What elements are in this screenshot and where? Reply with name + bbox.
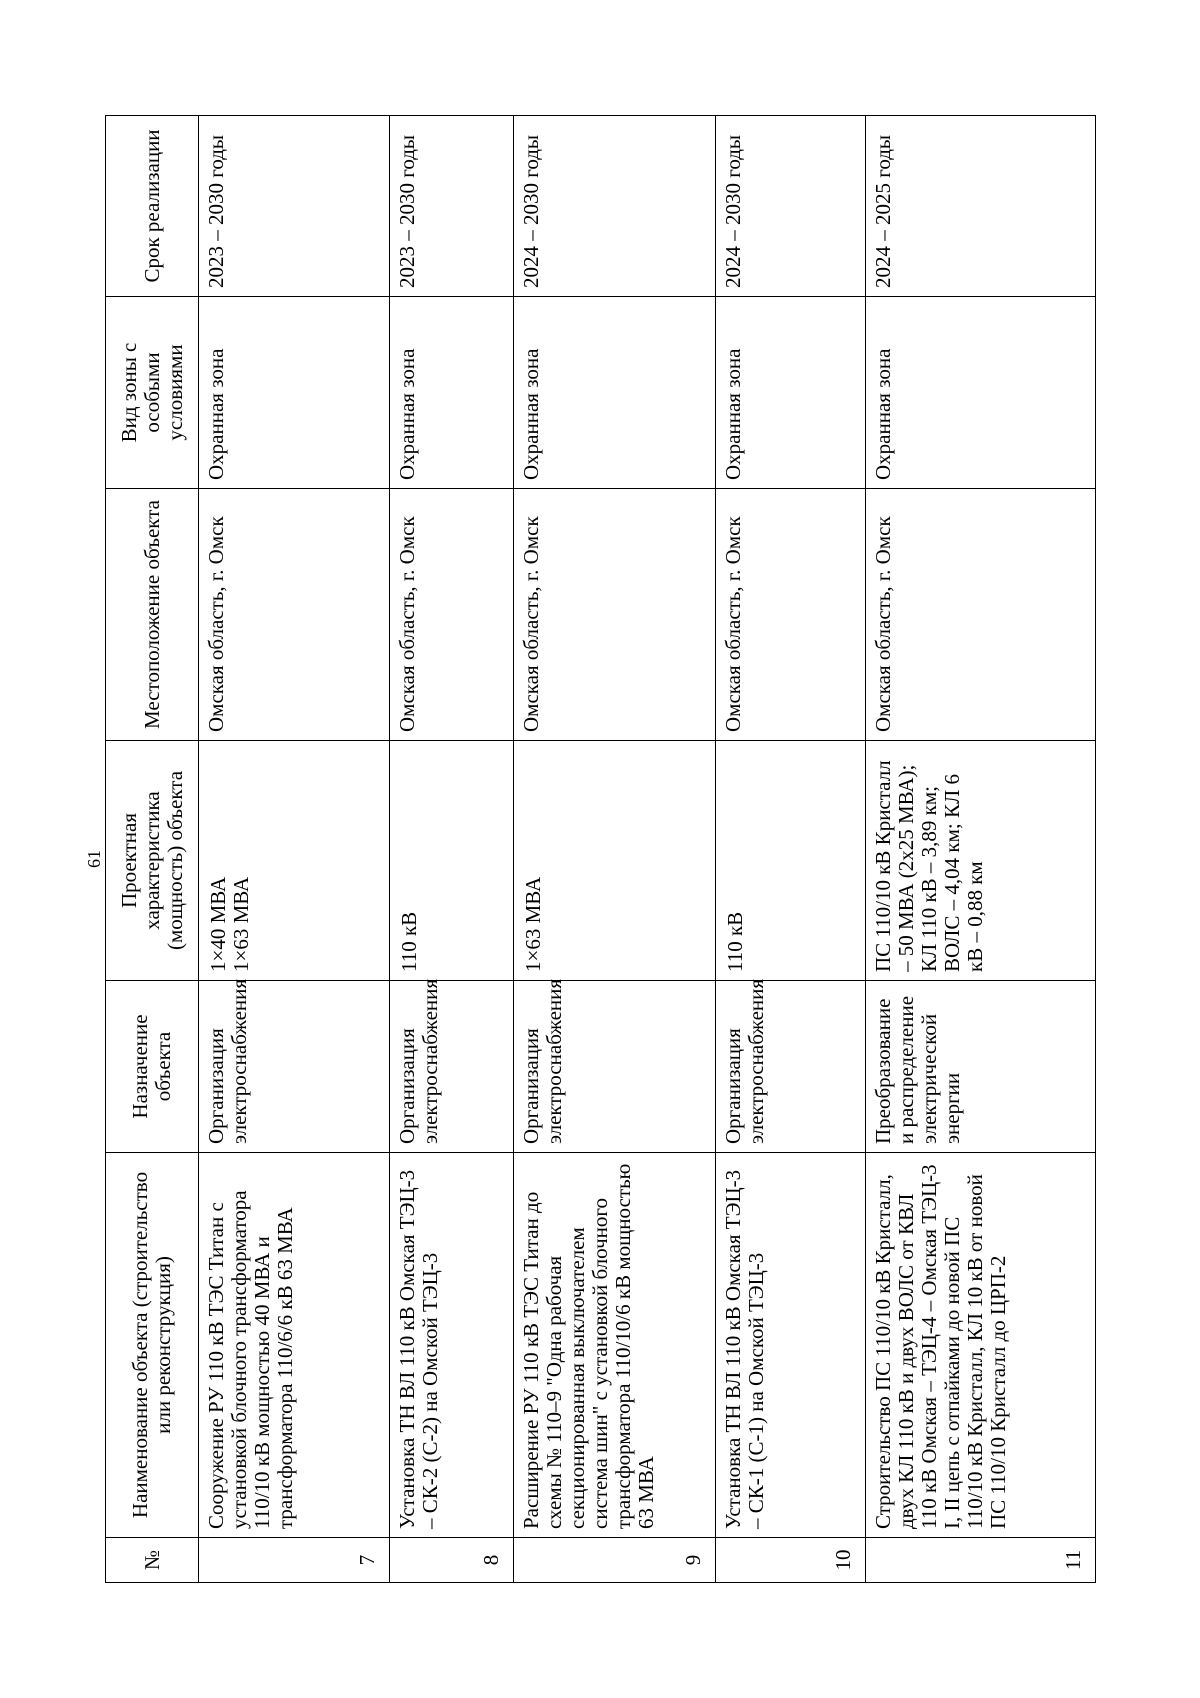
row-characteristic: 1×63 МВА <box>513 740 715 980</box>
row-term: 2023 – 2030 годы <box>198 115 389 296</box>
row-name: Расширение РУ 110 кВ ТЭС Титан до схемы № 110–9 "Одна рабочая секционированная выключателем система шин" с установкой блочного трансформатора 110/10/6 кВ мощностью 63 МВА <box>513 1152 715 1537</box>
row-location: Омская область, г. Омск <box>865 488 1095 740</box>
page-number: 61 <box>84 850 104 868</box>
row-zone: Охранная зона <box>865 296 1095 488</box>
row-characteristic: 110 кВ <box>715 740 865 980</box>
row-num: 8 <box>389 1537 513 1582</box>
row-characteristic <box>198 740 389 980</box>
row-name: Установка ТН ВЛ 110 кВ Омская ТЭЦ-3 – СК-1 (С-1) на Омской ТЭЦ-3 <box>715 1152 865 1537</box>
row-zone: Охранная зона <box>715 296 865 488</box>
header-num: № <box>105 1537 198 1582</box>
table-row <box>198 115 389 1582</box>
row-name: Строительство ПС 110/10 кВ Кристалл, двух КЛ 110 кВ и двух ВОЛС от КВЛ 110 кВ Омская – ТЭЦ-4 – Омская ТЭЦ-3 I, II цепь с отпайками до новой ПС 110/10 кВ Кристалл, КЛ 10 кВ от новой ПС 110/10 Кристалл до ЦРП-2 <box>865 1152 1095 1537</box>
header-name: Наименование объекта (строительство или реконструкция) <box>105 1152 198 1537</box>
row-zone: Охранная зона <box>198 296 389 488</box>
row-term: 2024 – 2030 годы <box>715 115 865 296</box>
row-characteristic: ПС 110/10 кВ Кристалл – 50 МВА (2х25 МВА); КЛ 110 кВ – 3,89 км; ВОЛС – 4,04 км; КЛ 6 кВ – 0,88 км <box>865 740 1095 980</box>
header-term: Срок реализации <box>105 115 198 296</box>
row-term: 2024 – 2025 годы <box>865 115 1095 296</box>
row-term: 2024 – 2030 годы <box>513 115 715 296</box>
table-row <box>865 115 1095 1582</box>
row-purpose: Организация электроснабжения <box>715 980 865 1152</box>
row-name: Сооружение РУ 110 кВ ТЭС Титан с установкой блочного трансформатора 110/10 кВ мощностью 40 МВА и трансформатора 110/6/6 кВ 63 МВА <box>198 1152 389 1537</box>
header-zone: Вид зоны с особыми условиями <box>105 296 198 488</box>
header-location: Местоположение объекта <box>105 488 198 740</box>
table-row <box>513 115 715 1582</box>
characteristic-line: 1×40 МВА <box>205 876 230 972</box>
table-row <box>389 115 513 1582</box>
table-header-row <box>105 115 198 1582</box>
table-row <box>715 115 865 1582</box>
row-purpose: Организация электроснабжения <box>198 980 389 1152</box>
row-num: 7 <box>198 1537 389 1582</box>
row-zone: Охранная зона <box>513 296 715 488</box>
row-purpose: Преобразование и распределение электрической энергии <box>865 980 1095 1152</box>
row-num: 9 <box>513 1537 715 1582</box>
row-purpose: Организация электроснабжения <box>389 980 513 1152</box>
projects-table <box>105 115 1096 1583</box>
row-location: Омская область, г. Омск <box>389 488 513 740</box>
characteristic-line: 1×63 МВА <box>228 876 253 972</box>
row-name: Установка ТН ВЛ 110 кВ Омская ТЭЦ-3 – СК-2 (С-2) на Омской ТЭЦ-3 <box>389 1152 513 1537</box>
row-zone: Охранная зона <box>389 296 513 488</box>
row-characteristic: 110 кВ <box>389 740 513 980</box>
row-location: Омская область, г. Омск <box>198 488 389 740</box>
row-location: Омская область, г. Омск <box>513 488 715 740</box>
row-num: 11 <box>865 1537 1095 1582</box>
header-characteristic: Проектная характеристика (мощность) объекта <box>105 740 198 980</box>
row-purpose: Организация электроснабжения <box>513 980 715 1152</box>
row-location: Омская область, г. Омск <box>715 488 865 740</box>
row-term: 2023 – 2030 годы <box>389 115 513 296</box>
rotated-table-wrapper <box>105 116 1096 1583</box>
row-num: 10 <box>715 1537 865 1582</box>
header-purpose: Назначение объекта <box>105 980 198 1152</box>
